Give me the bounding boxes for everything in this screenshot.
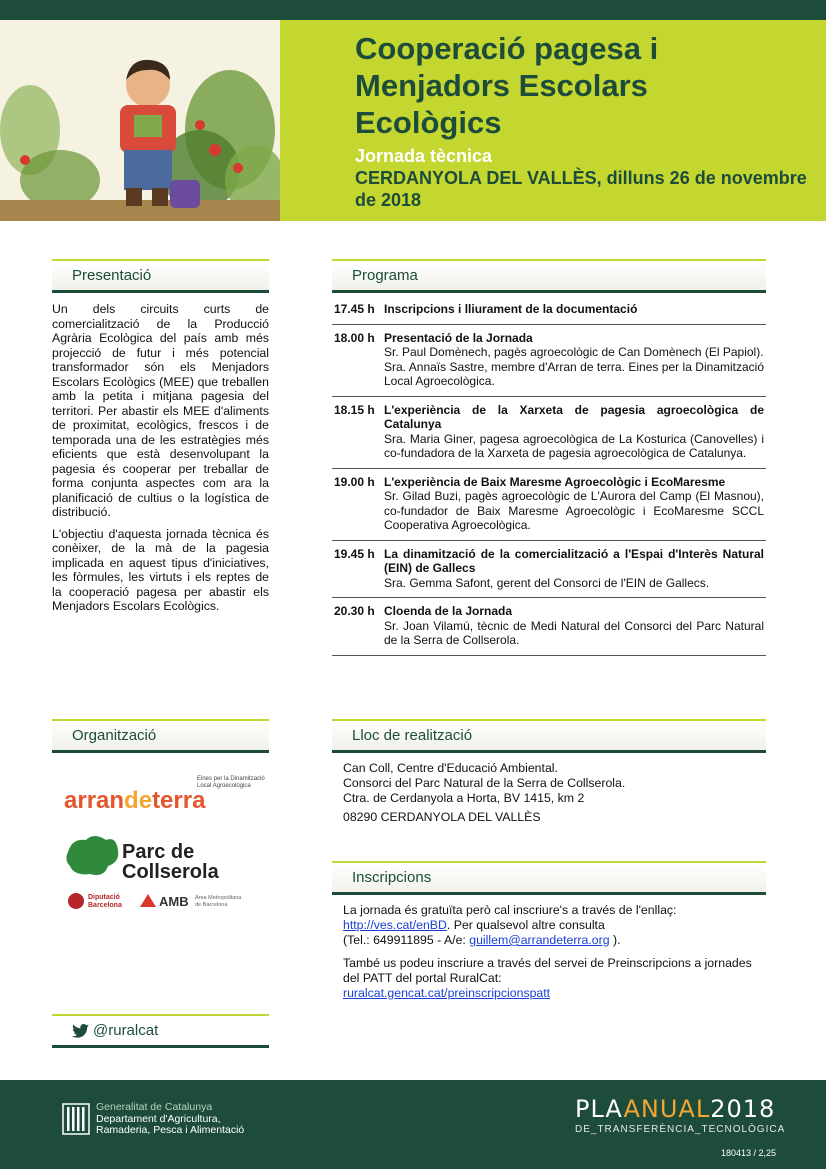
section-header-lloc: Lloc de realització [332, 719, 766, 753]
subtitle-block [355, 145, 815, 211]
programa-desc: Sr. Gilad Buzi, pagès agroecològic de L'Aurora del Camp (El Masnou), co-fundador de Baix Maresme Agroecològic i EcoMaresme SCCL Cooperativa Agroecològica. [384, 489, 764, 532]
programa-row [332, 325, 766, 397]
svg-text:de Barcelona: de Barcelona [195, 902, 228, 908]
svg-text:Barcelona: Barcelona [88, 902, 122, 909]
programa-desc: Sr. Paul Domènech, pagès agroecològic de Can Domènech (El Papiol). [384, 345, 764, 359]
programa-time: 19.45 h [334, 546, 375, 561]
presentacio-text [52, 302, 269, 621]
title-line-3: Ecològics [355, 105, 502, 140]
programa-time: 18.00 h [334, 330, 375, 345]
presentacio-paragraph: L'objectiu d'aquesta jornada tècnica és conèixer, de la mà de la pagesia implicada en aquest tipus d'iniciatives, les fòrmules, les virtuts i els reptes de la cooperació pagesa per abastir els Menjadors Escolars Ecològics. [52, 526, 269, 613]
pla-anual-logo [575, 1095, 785, 1135]
programa-time: 20.30 h [334, 604, 375, 618]
organizer-logos [60, 770, 275, 920]
diputacio-barcelona-logo [68, 893, 122, 909]
email-link[interactable]: guillem@arrandeterra.org [469, 933, 610, 947]
inscripcions-text-part: (Tel.: 649911895 - A/e: [343, 933, 470, 947]
twitter-bird-icon [72, 1024, 89, 1038]
inscripcions-text-part: La jornada és gratuïta però cal inscriure's a través de l'enllaç: [343, 903, 677, 917]
pla-year: 2018 [710, 1095, 776, 1123]
programa-time: 19.00 h [334, 474, 375, 489]
arran-de-terra-logo [64, 776, 265, 814]
title-line-1: Cooperació pagesa i [355, 31, 659, 66]
programa-desc: Sra. Annaïs Sastre, membre d'Arran de terra. Eines per la Dinamització Local Agroecològica. [384, 359, 764, 388]
twitter-handle-box[interactable] [52, 1014, 269, 1048]
programa-desc: Sra. Maria Giner, pagesa agroecològica de La Kosturica (Canovelles) i co-fundadora de la Xarxeta de pagesia agroecològica de Catalunya. [384, 431, 764, 460]
programa-time: 18.15 h [334, 402, 375, 417]
department-name-line: Departament d'Agricultura, [96, 1112, 221, 1125]
lloc-address [343, 761, 763, 825]
section-header-organitzacio: Organització [52, 719, 269, 753]
section-header-presentacio: Presentació [52, 259, 269, 293]
inscripcions-text-part: També us podeu inscriure a través del servei de Preinscripcions a jornades del PATT del portal RuralCat: [343, 956, 752, 985]
top-band [0, 0, 826, 20]
programa-title: L'experiència de la Xarxeta de pagesia agroecològica de Catalunya [384, 402, 764, 431]
anual-word: ANUAL [623, 1095, 711, 1123]
programa-list [332, 296, 766, 656]
programa-time: 17.45 h [334, 302, 375, 316]
document-code: 180413 / 2,25 [720, 1148, 776, 1158]
event-type: Jornada tècnica [355, 146, 493, 166]
inscripcions-text [343, 903, 768, 1009]
programa-row [332, 469, 766, 541]
programa-row [332, 541, 766, 599]
page-title [355, 30, 815, 141]
svg-text:arrandeterra: arrandeterra [64, 787, 206, 814]
department-name-line: Ramaderia, Pesca i Alimentació [96, 1124, 245, 1136]
section-header-inscripcions: Inscripcions [332, 861, 766, 895]
programa-title: Cloenda de la Jornada [384, 604, 513, 618]
svg-text:Parc de: Parc de [122, 841, 195, 863]
generalitat-logo [62, 1102, 244, 1137]
twitter-handle: @ruralcat [93, 1021, 159, 1039]
svg-text:Àrea Metropolitana: Àrea Metropolitana [195, 895, 242, 901]
generalitat-name: Generalitat de Catalunya [96, 1101, 213, 1113]
programa-title: Inscripcions i lliurament de la documentació [384, 302, 638, 316]
address-line: Consorci del Parc Natural de la Serra de Collserola. [343, 776, 626, 790]
title-line-2: Menjadors Escolars [355, 68, 648, 103]
location-date: CERDANYOLA DEL VALLÈS, dilluns 26 de novembre de 2018 [355, 168, 807, 210]
address-line: Ctra. de Cerdanyola a Horta, BV 1415, km 2 [343, 791, 585, 805]
programa-title: Presentació de la Jornada [384, 330, 533, 345]
parc-collserola-logo [66, 836, 219, 883]
programa-desc: Sr. Joan Vilamú, tècnic de Medi Natural del Consorci del Parc Natural de la Serra de Collserola. [384, 618, 764, 647]
programa-title: La dinamització de la comercialització a l'Espai d'Interès Natural (EIN) de Gallecs [384, 546, 764, 575]
programa-desc: Sra. Gemma Safont, gerent del Consorci de l'EIN de Gallecs. [384, 575, 710, 590]
pla-subtitle: DE_TRANSFERÈNCIA_TECNOLÒGICA [575, 1124, 786, 1135]
inscripcions-text-part: ). [609, 933, 621, 947]
inscripcions-text-part: . Per qualsevol altre consulta [446, 918, 605, 932]
programa-row [332, 598, 766, 656]
programa-row [332, 296, 766, 325]
pla-word: PLA [575, 1095, 624, 1123]
presentacio-paragraph: Un dels circuits curts de comercialització de la Producció Agrària Ecològica del país amb més projecció de futur i més potencial transformador són els Menjadors Escolars Ecològics (MEE) que treballen amb la petita i mitjana pagesia del territori. Per abastir els MEE d'aliments de proximitat, ecològics, frescos i de temporada una de les estratègies més eficients que està desenvolupant la pagesia és cooperar per treballar de forma conjunta aspectes com ara la planificació de cultius o la logística de distribució. [52, 302, 269, 519]
programa-title: L'experiència de Baix Maresme Agroecològic i EcoMaresme [384, 474, 726, 489]
svg-text:Collserola: Collserola [122, 861, 219, 883]
address-postcode: 08290 CERDANYOLA DEL VALLÈS [343, 810, 541, 824]
ruralcat-link[interactable]: ruralcat.gencat.cat/preinscripcionspatt [343, 986, 551, 1000]
child-with-vegetables-illustration [0, 20, 280, 221]
generalitat-emblem-icon [62, 1103, 90, 1135]
section-header-programa: Programa [332, 259, 766, 293]
svg-text:Local Agroecològica: Local Agroecològica [197, 783, 251, 789]
svg-text:Diputació: Diputació [88, 894, 120, 901]
programa-row [332, 397, 766, 469]
address-line: Can Coll, Centre d'Educació Ambiental. [343, 761, 558, 775]
svg-text:Eines per la Dinamització: Eines per la Dinamització [197, 776, 265, 782]
registration-link[interactable]: http://ves.cat/enBD [343, 918, 447, 932]
amb-logo [140, 894, 242, 909]
svg-text:AMB: AMB [159, 894, 189, 909]
